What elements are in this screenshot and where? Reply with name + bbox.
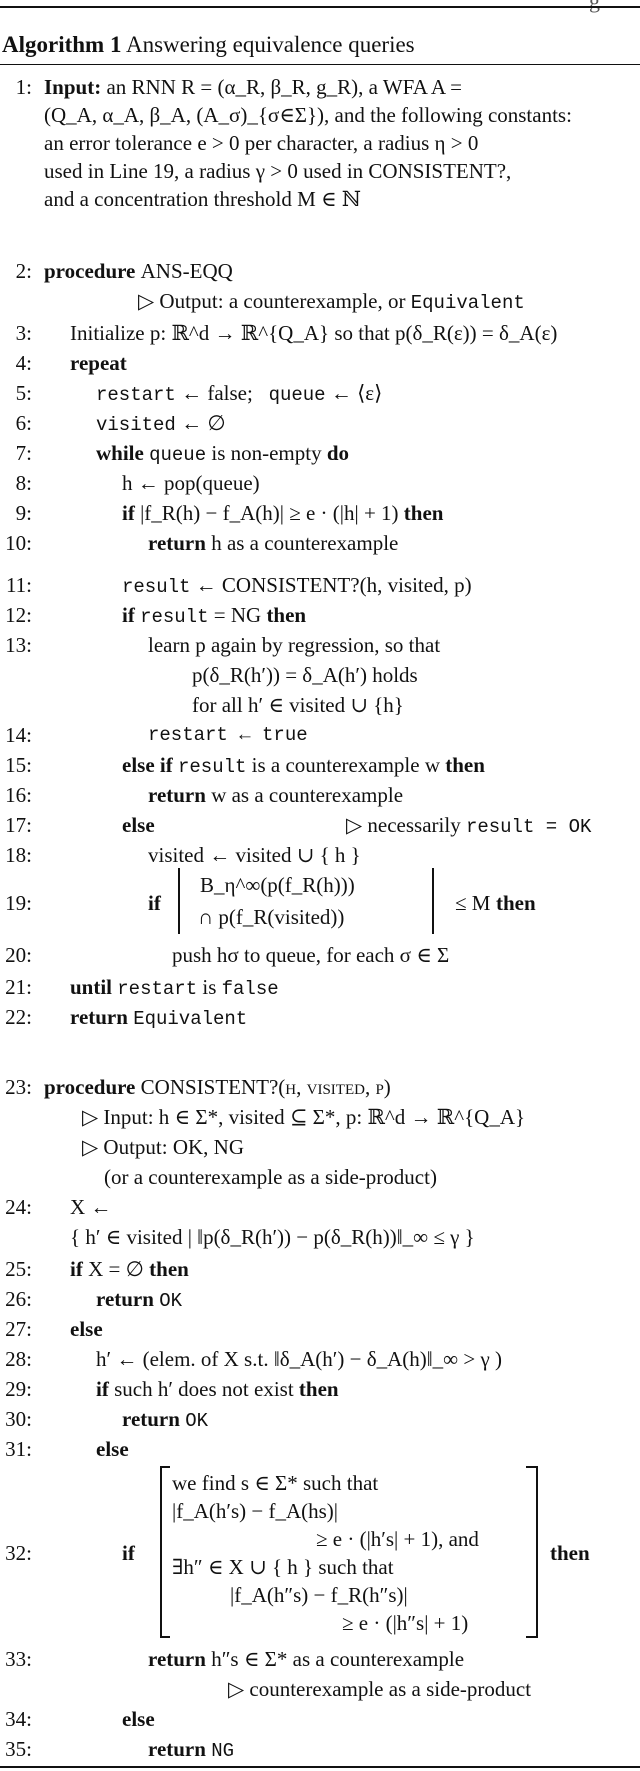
algorithm-caption [2,32,415,58]
line-number: 23: [5,1075,32,1099]
var-visited: visited [96,414,176,436]
procedure-name: CONSISTENT?(h, visited, p) [140,1075,391,1099]
line-number: 13: [5,633,32,657]
comment: ▷ counterexample as a side-product [228,1677,532,1701]
var-result: result [140,606,209,628]
statement: h as a counterexample [211,531,399,555]
line-number: 16: [5,783,32,807]
statement: w as a counterexample [211,783,404,807]
line-number: 11: [5,573,32,597]
line-number: 31: [5,1437,32,1461]
keyword-return: return [148,1737,206,1761]
set-expression: B_η^∞(p(f_R(h))) [200,873,355,897]
keyword-return: return [148,1647,206,1671]
condition: |f_R(h) − f_A(h)| ≥ e · (|h| + 1) [140,501,399,525]
input-comment: ▷ Input: h ∈ Σ*, visited ⊆ Σ*, p: ℝ^d → ℝ^{Q_A} [82,1105,526,1129]
keyword-if: if [122,1541,135,1565]
line-number: 35: [5,1737,32,1761]
caption-rule [0,64,640,65]
line-number: 6: [15,411,32,435]
bracket-tick [526,1636,536,1638]
var-restart: restart [96,384,176,406]
line-number: 3: [15,321,32,345]
const-ng: NG [211,1740,234,1762]
statement: Initialize p: ℝ^d → ℝ^{Q_A} so that p(δ_R(ε)) = δ_A(ε) [70,321,558,345]
equivalent-token: Equivalent [133,1008,248,1030]
keyword-if: if [96,1377,109,1401]
set-expression: { h′ ∈ visited | ‖p(δ_R(h′)) − p(δ_R(h))‖_∞ ≤ γ } [70,1225,475,1249]
line-number: 29: [5,1377,32,1401]
line-number: 17: [5,813,32,837]
comment-code: result = OK [465,816,592,838]
keyword-procedure: procedure [44,259,136,283]
input-text: and a concentration threshold M ∈ ℕ [44,187,361,211]
input-label: Input: [44,75,102,99]
bottom-rule [0,1766,640,1768]
line-number: 28: [5,1347,32,1371]
keyword-then: then [149,1257,189,1281]
bracket-tick [160,1466,170,1468]
keyword-if: if [122,501,135,525]
condition: ≥ e · (|h″s| + 1) [342,1611,469,1635]
caption-label: Algorithm 1 [2,32,122,57]
keyword-then: then [298,1377,339,1401]
const-false: false [221,978,279,1000]
keyword-return: return [122,1407,180,1431]
keyword-repeat: repeat [70,351,127,375]
line-number: 33: [5,1647,32,1671]
line-number: 25: [5,1257,32,1281]
set-expression: ∩ p(f_R(visited)) [198,905,345,929]
keyword-else-if: else if [122,753,173,777]
keyword-then: then [496,891,536,915]
condition: such h′ does not exist [114,1377,294,1401]
input-text: used in Line 19, a radius γ > 0 used in CONSISTENT?, [44,159,512,183]
keyword-while: while [96,441,144,465]
keyword-else: else [122,1707,155,1731]
statement: for all h′ ∈ visited ∪ {h} [192,693,404,717]
keyword-return: return [148,783,206,807]
output-comment: (or a counterexample as a side-product) [104,1165,437,1189]
statement: ← ⟨ε⟩ [330,381,383,405]
var-restart: restart [117,978,198,1000]
statement: visited ← visited ∪ { h } [148,843,361,867]
line-number: 15: [5,753,32,777]
statement: push hσ to queue, for each σ ∈ Σ [172,943,450,967]
condition: X = ∅ [88,1257,144,1281]
const-ok: OK [159,1290,182,1312]
line-number: 12: [5,603,32,627]
var-queue: queue [149,444,207,466]
statement: h″s ∈ Σ* as a counterexample [211,1647,465,1671]
line-number: 30: [5,1407,32,1431]
equivalent-token: Equivalent [410,292,525,314]
input-text: an error tolerance e > 0 per character, a radius η > 0 [44,131,479,155]
line-number: 20: [5,943,32,967]
statement: ← false; [181,381,253,405]
procedure-name: ANS-EQQ [140,259,233,283]
keyword-then: then [403,501,444,525]
const-ok: OK [185,1410,208,1432]
keyword-if: if [148,891,161,915]
keyword-then: then [550,1541,590,1565]
line-number: 26: [5,1287,32,1311]
line-number: 18: [5,843,32,867]
keyword-if: if [70,1257,83,1281]
condition: ∃h″ ∈ X ∪ { h } such that [172,1555,394,1579]
top-rule [0,6,640,8]
keyword-then: then [266,603,307,627]
condition: ≤ M [455,891,491,915]
statement: is non-empty [211,441,322,465]
keyword-else: else [96,1437,129,1461]
line-number: 9: [15,501,32,525]
condition: we find s ∈ Σ* such that [172,1471,379,1495]
line-number: 32: [5,1541,32,1565]
statement: = NG [213,603,262,627]
line-number: 5: [15,381,32,405]
keyword-then: then [445,753,485,777]
statement: X ← [70,1195,112,1219]
line-number: 14: [5,723,32,747]
statement: ← CONSISTENT?(h, visited, p) [195,573,472,597]
keyword-return: return [70,1005,128,1029]
input-text: (Q_A, α_A, β_A, (A_σ)_{σ∈Σ}), and the following constants: [44,103,572,127]
bracket-tick [526,1466,536,1468]
line-number: 7: [15,441,32,465]
line-number: 22: [5,1005,32,1029]
condition: |f_A(h′s) − f_A(hs)| [172,1499,338,1523]
line-number: 21: [5,975,32,999]
bracket-tick [160,1636,170,1638]
line-number: 10: [5,531,32,555]
line-number: 4: [15,351,32,375]
statement: is a counterexample w [251,753,440,777]
var-result: result [177,756,247,778]
statement: p(δ_R(h′)) = δ_A(h′) holds [192,663,418,687]
keyword-else: else [122,813,155,837]
statement: h′ ← (elem. of X s.t. ‖δ_A(h′) − δ_A(h)‖_∞ > γ ) [96,1347,502,1371]
output-comment: ▷ Output: OK, NG [82,1135,244,1159]
keyword-procedure: procedure [44,1075,136,1099]
statement: ← ∅ [181,411,226,435]
statement: learn p again by regression, so that [148,633,441,657]
keyword-if: if [122,603,135,627]
keyword-return: return [96,1287,154,1311]
keyword-do: do [326,441,350,465]
line-number: 1: [15,75,32,99]
line-number: 8: [15,471,32,495]
condition: |f_A(h″s) − f_R(h″s)| [230,1583,408,1607]
condition: ≥ e · (|h′s| + 1), and [316,1527,479,1551]
keyword-until: until [70,975,113,999]
var-result: result [122,576,191,598]
statement: h ← pop(queue) [122,471,260,495]
input-text: an RNN R = (α_R, β_R, g_R), a WFA A = [106,75,462,99]
var-queue: queue [268,384,326,406]
line-number: 27: [5,1317,32,1341]
keyword-else: else [70,1317,103,1341]
statement: is [202,975,217,999]
output-comment: ▷ Output: a counterexample, or [138,289,406,313]
line-number: 24: [5,1195,32,1219]
line-number: 34: [5,1707,32,1731]
line-number: 19: [5,891,32,915]
statement: restart ← true [148,724,308,746]
line-number: 2: [15,259,32,283]
comment: ▷ necessarily [346,813,461,837]
keyword-return: return [148,531,206,555]
caption-title: Answering equivalence queries [125,32,415,57]
